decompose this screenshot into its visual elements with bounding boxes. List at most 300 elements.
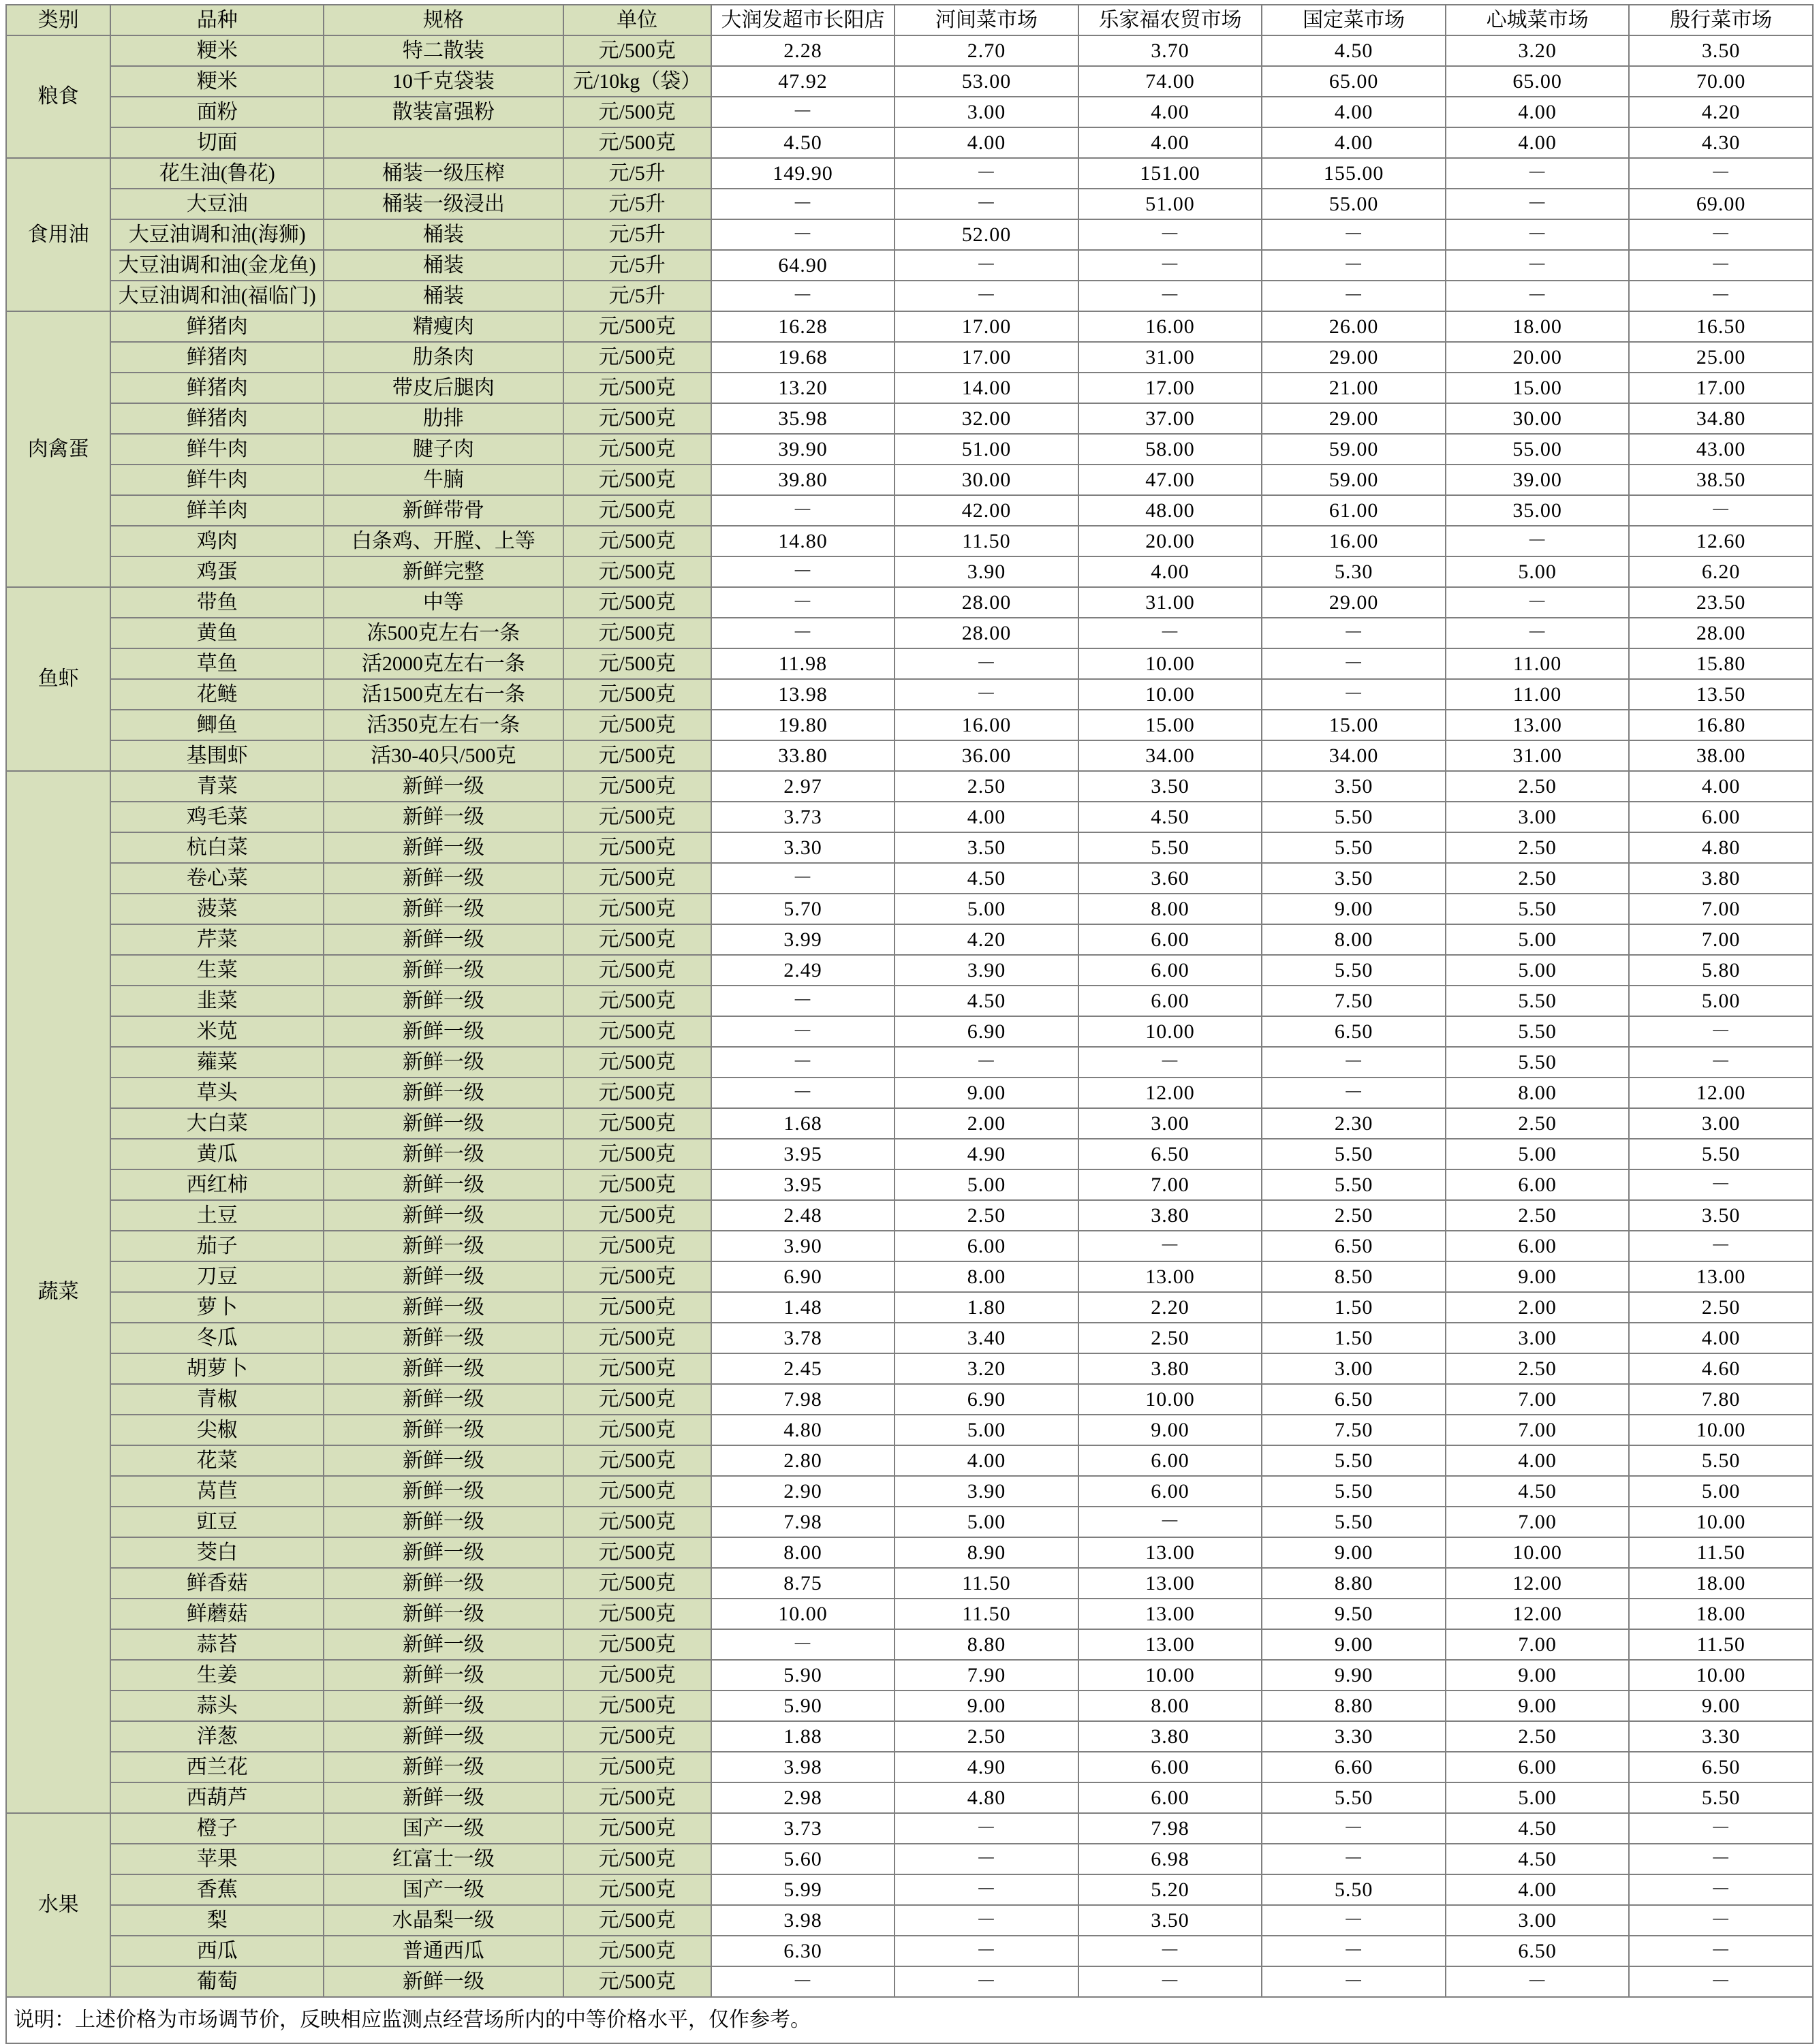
price-cell: 31.00 xyxy=(1446,740,1630,771)
spec-cell: 新鲜带骨 xyxy=(324,495,563,526)
price-cell: － xyxy=(1078,1047,1262,1078)
price-cell: 17.00 xyxy=(1078,373,1262,403)
unit-cell: 元/500克 xyxy=(563,1782,711,1813)
spec-cell: 冻500克左右一条 xyxy=(324,618,563,648)
unit-cell: 元/500克 xyxy=(563,1599,711,1629)
price-cell: － xyxy=(1629,158,1813,189)
unit-cell: 元/500克 xyxy=(563,526,711,556)
variety-cell: 大豆油 xyxy=(110,189,324,219)
variety-cell: 黄鱼 xyxy=(110,618,324,648)
price-cell: 19.68 xyxy=(711,342,895,373)
price-cell: 2.50 xyxy=(1446,1721,1630,1752)
price-cell: 59.00 xyxy=(1262,465,1446,495)
price-cell: － xyxy=(1078,1936,1262,1966)
price-cell: － xyxy=(1446,526,1630,556)
price-cell: 34.00 xyxy=(1078,740,1262,771)
table-row xyxy=(6,802,1813,832)
variety-cell: 洋葱 xyxy=(110,1721,324,1752)
price-cell: 5.30 xyxy=(1262,556,1446,587)
price-cell: 6.60 xyxy=(1262,1752,1446,1782)
price-cell: 2.50 xyxy=(1446,1108,1630,1139)
table-row xyxy=(6,373,1813,403)
table-row xyxy=(6,35,1813,66)
table-row xyxy=(6,1200,1813,1231)
price-cell: 10.00 xyxy=(1078,679,1262,710)
price-cell: 9.00 xyxy=(1446,1691,1630,1721)
variety-cell: 芹菜 xyxy=(110,924,324,955)
spec-cell: 新鲜一级 xyxy=(324,802,563,832)
unit-cell: 元/500克 xyxy=(563,771,711,802)
table-row xyxy=(6,955,1813,986)
variety-cell: 西兰花 xyxy=(110,1752,324,1782)
price-cell: 55.00 xyxy=(1446,434,1630,465)
price-cell: 5.50 xyxy=(1078,832,1262,863)
price-cell: 11.50 xyxy=(895,526,1078,556)
price-cell: 2.50 xyxy=(1446,863,1630,894)
variety-cell: 橙子 xyxy=(110,1813,324,1844)
price-cell: 5.50 xyxy=(1262,1445,1446,1476)
variety-cell: 蕹菜 xyxy=(110,1047,324,1078)
price-cell: 18.00 xyxy=(1629,1568,1813,1599)
price-cell: － xyxy=(1262,1813,1446,1844)
table-row xyxy=(6,1813,1813,1844)
price-cell: 149.90 xyxy=(711,158,895,189)
price-cell: 12.00 xyxy=(1446,1568,1630,1599)
unit-cell: 元/500克 xyxy=(563,1261,711,1292)
spec-cell: 新鲜一级 xyxy=(324,1507,563,1537)
table-row xyxy=(6,1108,1813,1139)
price-cell: 43.00 xyxy=(1629,434,1813,465)
price-cell: 9.00 xyxy=(1446,1261,1630,1292)
price-cell: 5.60 xyxy=(711,1844,895,1874)
table-row xyxy=(6,1905,1813,1936)
price-cell: － xyxy=(711,1016,895,1047)
price-cell: 4.00 xyxy=(895,802,1078,832)
price-cell: － xyxy=(711,863,895,894)
price-cell: 3.00 xyxy=(1629,1108,1813,1139)
price-cell: 13.00 xyxy=(1446,710,1630,740)
table-row xyxy=(6,342,1813,373)
table-row xyxy=(6,1139,1813,1169)
table-row xyxy=(6,1231,1813,1261)
variety-cell: 尖椒 xyxy=(110,1415,324,1445)
price-cell: 8.50 xyxy=(1262,1261,1446,1292)
spec-cell: 中等 xyxy=(324,587,563,618)
note-text: 说明：上述价格为市场调节价，反映相应监测点经营场所内的中等价格水平，仅作参考。 xyxy=(6,1997,1813,2043)
price-cell: 11.50 xyxy=(1629,1537,1813,1568)
price-cell: 3.80 xyxy=(1078,1721,1262,1752)
spec-cell: 活1500克左右一条 xyxy=(324,679,563,710)
price-cell: 7.98 xyxy=(1078,1813,1262,1844)
price-cell: － xyxy=(1629,1844,1813,1874)
price-cell: 8.00 xyxy=(711,1537,895,1568)
price-cell: 11.50 xyxy=(1629,1629,1813,1660)
table-body xyxy=(6,35,1813,1997)
price-cell: － xyxy=(1446,158,1630,189)
table-row xyxy=(6,1384,1813,1415)
spec-cell: 新鲜一级 xyxy=(324,1415,563,1445)
price-cell: － xyxy=(1262,250,1446,281)
spec-cell: 新鲜一级 xyxy=(324,1568,563,1599)
column-header-spec: 规格 xyxy=(324,5,563,35)
price-cell: 51.00 xyxy=(1078,189,1262,219)
price-cell: 7.00 xyxy=(1446,1507,1630,1537)
spec-cell: 桶装 xyxy=(324,250,563,281)
spec-cell: 活350克左右一条 xyxy=(324,710,563,740)
price-cell: 2.50 xyxy=(1078,1323,1262,1353)
unit-cell: 元/500克 xyxy=(563,1966,711,1997)
category-cell: 鱼虾 xyxy=(6,587,110,771)
price-cell: 55.00 xyxy=(1262,189,1446,219)
price-cell: 3.20 xyxy=(895,1353,1078,1384)
price-cell: 3.20 xyxy=(1446,35,1630,66)
table-row xyxy=(6,1782,1813,1813)
price-cell: 2.48 xyxy=(711,1200,895,1231)
unit-cell: 元/5升 xyxy=(563,158,711,189)
price-cell: 5.50 xyxy=(1446,1047,1630,1078)
price-cell: 2.50 xyxy=(895,1721,1078,1752)
spec-cell: 新鲜一级 xyxy=(324,1200,563,1231)
price-cell: － xyxy=(1629,1813,1813,1844)
price-cell: － xyxy=(711,618,895,648)
price-cell: － xyxy=(895,1874,1078,1905)
price-cell: － xyxy=(1629,281,1813,311)
price-cell: 1.88 xyxy=(711,1721,895,1752)
unit-cell: 元/500克 xyxy=(563,648,711,679)
note-row xyxy=(6,1997,1813,2043)
price-cell: 4.50 xyxy=(895,863,1078,894)
unit-cell: 元/500克 xyxy=(563,1691,711,1721)
price-cell: 2.50 xyxy=(1446,771,1630,802)
price-cell: 23.50 xyxy=(1629,587,1813,618)
price-cell: － xyxy=(1446,587,1630,618)
price-cell: 3.50 xyxy=(895,832,1078,863)
price-cell: 6.30 xyxy=(711,1936,895,1966)
price-cell: 28.00 xyxy=(895,618,1078,648)
price-cell: 8.00 xyxy=(1078,1691,1262,1721)
price-cell: 5.50 xyxy=(1629,1445,1813,1476)
price-cell: 6.00 xyxy=(1446,1231,1630,1261)
table-row xyxy=(6,771,1813,802)
variety-cell: 粳米 xyxy=(110,66,324,97)
table-row xyxy=(6,1844,1813,1874)
price-cell: 18.00 xyxy=(1629,1599,1813,1629)
unit-cell: 元/5升 xyxy=(563,219,711,250)
price-cell: 6.50 xyxy=(1262,1231,1446,1261)
table-row xyxy=(6,189,1813,219)
price-cell: 2.80 xyxy=(711,1445,895,1476)
price-cell: 64.90 xyxy=(711,250,895,281)
price-cell: 37.00 xyxy=(1078,403,1262,434)
table-row xyxy=(6,1476,1813,1507)
spec-cell: 新鲜一级 xyxy=(324,1078,563,1108)
spec-cell: 活2000克左右一条 xyxy=(324,648,563,679)
variety-cell: 鸡肉 xyxy=(110,526,324,556)
price-cell: 4.90 xyxy=(895,1139,1078,1169)
price-cell: 4.00 xyxy=(1629,771,1813,802)
price-cell: 6.00 xyxy=(1078,1752,1262,1782)
price-cell: 6.90 xyxy=(895,1384,1078,1415)
spec-cell: 肋条肉 xyxy=(324,342,563,373)
price-cell: － xyxy=(1078,1231,1262,1261)
price-cell: 29.00 xyxy=(1262,342,1446,373)
price-cell: 2.70 xyxy=(895,35,1078,66)
price-cell: 13.20 xyxy=(711,373,895,403)
unit-cell: 元/5升 xyxy=(563,250,711,281)
variety-cell: 鲜羊肉 xyxy=(110,495,324,526)
price-cell: 2.50 xyxy=(1446,1353,1630,1384)
price-cell: 36.00 xyxy=(895,740,1078,771)
price-cell: － xyxy=(1629,1905,1813,1936)
price-cell: 42.00 xyxy=(895,495,1078,526)
price-cell: － xyxy=(895,1813,1078,1844)
variety-cell: 卷心菜 xyxy=(110,863,324,894)
unit-cell: 元/500克 xyxy=(563,1139,711,1169)
price-cell: 59.00 xyxy=(1262,434,1446,465)
column-header-market: 河间菜市场 xyxy=(895,5,1078,35)
spec-cell: 新鲜一级 xyxy=(324,1108,563,1139)
price-cell: 3.50 xyxy=(1078,1905,1262,1936)
unit-cell: 元/500克 xyxy=(563,1384,711,1415)
table-row xyxy=(6,66,1813,97)
price-cell: 10.00 xyxy=(1078,1660,1262,1691)
price-cell: 8.75 xyxy=(711,1568,895,1599)
price-cell: 5.00 xyxy=(1446,955,1630,986)
column-header-market: 大润发超市长阳店 xyxy=(711,5,895,35)
price-cell: 35.00 xyxy=(1446,495,1630,526)
price-cell: 3.00 xyxy=(1446,802,1630,832)
variety-cell: 韭菜 xyxy=(110,986,324,1016)
price-cell: 8.00 xyxy=(1446,1078,1630,1108)
spec-cell: 新鲜一级 xyxy=(324,1047,563,1078)
spec-cell: 新鲜一级 xyxy=(324,771,563,802)
price-cell: － xyxy=(895,158,1078,189)
price-cell: 2.97 xyxy=(711,771,895,802)
price-cell: 26.00 xyxy=(1262,311,1446,342)
table-footer xyxy=(6,1997,1813,2043)
price-cell: 3.30 xyxy=(1629,1721,1813,1752)
unit-cell: 元/500克 xyxy=(563,1292,711,1323)
variety-cell: 鲜猪肉 xyxy=(110,342,324,373)
price-cell: 16.80 xyxy=(1629,710,1813,740)
unit-cell: 元/10kg（袋） xyxy=(563,66,711,97)
price-cell: 12.00 xyxy=(1629,1078,1813,1108)
price-cell: 15.00 xyxy=(1446,373,1630,403)
table-row xyxy=(6,1966,1813,1997)
price-cell: 13.00 xyxy=(1629,1261,1813,1292)
unit-cell: 元/500克 xyxy=(563,1476,711,1507)
price-cell: 5.50 xyxy=(1262,1476,1446,1507)
variety-cell: 切面 xyxy=(110,127,324,158)
unit-cell: 元/500克 xyxy=(563,1353,711,1384)
price-cell: 47.00 xyxy=(1078,465,1262,495)
unit-cell: 元/500克 xyxy=(563,434,711,465)
unit-cell: 元/500克 xyxy=(563,97,711,127)
price-cell: － xyxy=(895,1936,1078,1966)
price-cell: 65.00 xyxy=(1446,66,1630,97)
spec-cell: 新鲜一级 xyxy=(324,924,563,955)
price-cell: － xyxy=(1078,250,1262,281)
variety-cell: 莴苣 xyxy=(110,1476,324,1507)
price-cell: 4.00 xyxy=(895,1445,1078,1476)
variety-cell: 香蕉 xyxy=(110,1874,324,1905)
price-cell: 12.00 xyxy=(1078,1078,1262,1108)
price-cell: 5.50 xyxy=(1262,1139,1446,1169)
price-cell: 14.80 xyxy=(711,526,895,556)
price-cell: 4.50 xyxy=(1446,1813,1630,1844)
price-cell: 7.80 xyxy=(1629,1384,1813,1415)
price-cell: 8.80 xyxy=(895,1629,1078,1660)
unit-cell: 元/500克 xyxy=(563,495,711,526)
header-row xyxy=(6,5,1813,35)
variety-cell: 菠菜 xyxy=(110,894,324,924)
category-cell: 蔬菜 xyxy=(6,771,110,1813)
variety-cell: 青菜 xyxy=(110,771,324,802)
price-cell: 21.00 xyxy=(1262,373,1446,403)
price-cell: － xyxy=(1446,250,1630,281)
variety-cell: 杭白菜 xyxy=(110,832,324,863)
price-cell: 47.92 xyxy=(711,66,895,97)
price-cell: 7.50 xyxy=(1262,986,1446,1016)
variety-cell: 鲜猪肉 xyxy=(110,311,324,342)
price-cell: 4.50 xyxy=(1078,802,1262,832)
price-cell: 4.50 xyxy=(895,986,1078,1016)
market-price-table xyxy=(5,4,1814,2044)
price-cell: － xyxy=(711,1966,895,1997)
price-cell: 4.00 xyxy=(1262,127,1446,158)
unit-cell: 元/500克 xyxy=(563,587,711,618)
price-cell: 3.60 xyxy=(1078,863,1262,894)
table-row xyxy=(6,1078,1813,1108)
price-cell: 3.00 xyxy=(895,97,1078,127)
variety-cell: 青椒 xyxy=(110,1384,324,1415)
spec-cell: 新鲜完整 xyxy=(324,556,563,587)
price-cell: － xyxy=(895,1905,1078,1936)
price-cell: 5.00 xyxy=(1629,986,1813,1016)
price-cell: 5.50 xyxy=(1629,1782,1813,1813)
price-cell: 3.90 xyxy=(895,1476,1078,1507)
price-cell: 3.73 xyxy=(711,802,895,832)
category-cell: 肉禽蛋 xyxy=(6,311,110,587)
price-cell: 5.50 xyxy=(1262,832,1446,863)
price-cell: 4.00 xyxy=(1078,127,1262,158)
unit-cell: 元/5升 xyxy=(563,281,711,311)
price-cell: － xyxy=(711,1047,895,1078)
table-row xyxy=(6,894,1813,924)
table-row xyxy=(6,1752,1813,1782)
variety-cell: 鲜猪肉 xyxy=(110,403,324,434)
price-cell: 16.00 xyxy=(895,710,1078,740)
table-row xyxy=(6,281,1813,311)
variety-cell: 带鱼 xyxy=(110,587,324,618)
price-cell: 7.00 xyxy=(1078,1169,1262,1200)
spec-cell: 新鲜一级 xyxy=(324,1537,563,1568)
price-cell: 5.00 xyxy=(1446,556,1630,587)
price-cell: － xyxy=(711,219,895,250)
price-cell: 65.00 xyxy=(1262,66,1446,97)
price-cell: 10.00 xyxy=(1078,1016,1262,1047)
category-cell: 粮食 xyxy=(6,35,110,158)
unit-cell: 元/500克 xyxy=(563,1936,711,1966)
price-cell: 2.30 xyxy=(1262,1108,1446,1139)
unit-cell: 元/500克 xyxy=(563,35,711,66)
price-cell: － xyxy=(1262,219,1446,250)
spec-cell xyxy=(324,127,563,158)
variety-cell: 生菜 xyxy=(110,955,324,986)
price-cell: 20.00 xyxy=(1446,342,1630,373)
price-cell: － xyxy=(1446,618,1630,648)
price-cell: 2.00 xyxy=(895,1108,1078,1139)
unit-cell: 元/500克 xyxy=(563,127,711,158)
unit-cell: 元/500克 xyxy=(563,1200,711,1231)
column-header-variety: 品种 xyxy=(110,5,324,35)
unit-cell: 元/500克 xyxy=(563,342,711,373)
price-cell: 17.00 xyxy=(895,342,1078,373)
price-cell: 15.00 xyxy=(1262,710,1446,740)
price-cell: 3.50 xyxy=(1629,1200,1813,1231)
table-row xyxy=(6,1660,1813,1691)
price-cell: 30.00 xyxy=(895,465,1078,495)
price-cell: 6.90 xyxy=(711,1261,895,1292)
spec-cell: 桶装一级压榨 xyxy=(324,158,563,189)
price-cell: 34.80 xyxy=(1629,403,1813,434)
price-cell: － xyxy=(1262,1078,1446,1108)
price-cell: 5.20 xyxy=(1078,1874,1262,1905)
price-cell: 4.50 xyxy=(711,127,895,158)
spec-cell: 新鲜一级 xyxy=(324,1169,563,1200)
unit-cell: 元/500克 xyxy=(563,1047,711,1078)
price-cell: － xyxy=(1262,1966,1446,1997)
variety-cell: 米苋 xyxy=(110,1016,324,1047)
variety-cell: 鲫鱼 xyxy=(110,710,324,740)
table-row xyxy=(6,679,1813,710)
unit-cell: 元/500克 xyxy=(563,1844,711,1874)
price-cell: － xyxy=(1629,1169,1813,1200)
variety-cell: 黄瓜 xyxy=(110,1139,324,1169)
spec-cell: 新鲜一级 xyxy=(324,1752,563,1782)
price-cell: 6.50 xyxy=(1629,1752,1813,1782)
price-cell: 6.50 xyxy=(1262,1384,1446,1415)
variety-cell: 鸡蛋 xyxy=(110,556,324,587)
table-row xyxy=(6,986,1813,1016)
table-row xyxy=(6,1415,1813,1445)
price-cell: 19.80 xyxy=(711,710,895,740)
price-cell: 39.90 xyxy=(711,434,895,465)
table-row xyxy=(6,924,1813,955)
price-cell: 6.50 xyxy=(1078,1139,1262,1169)
price-cell: 53.00 xyxy=(895,66,1078,97)
table-row xyxy=(6,1047,1813,1078)
price-cell: 8.80 xyxy=(1262,1691,1446,1721)
price-cell: － xyxy=(895,648,1078,679)
price-cell: 4.90 xyxy=(895,1752,1078,1782)
price-cell: 10.00 xyxy=(1629,1660,1813,1691)
unit-cell: 元/500克 xyxy=(563,1752,711,1782)
spec-cell: 桶装 xyxy=(324,219,563,250)
price-cell: 18.00 xyxy=(1446,311,1630,342)
price-cell: 33.80 xyxy=(711,740,895,771)
spec-cell: 新鲜一级 xyxy=(324,1292,563,1323)
variety-cell: 鲜香菇 xyxy=(110,1568,324,1599)
price-cell: － xyxy=(1446,219,1630,250)
table-row xyxy=(6,832,1813,863)
variety-cell: 大白菜 xyxy=(110,1108,324,1139)
price-cell: 2.00 xyxy=(1446,1292,1630,1323)
price-cell: 3.80 xyxy=(1078,1200,1262,1231)
table-row xyxy=(6,434,1813,465)
price-cell: 9.00 xyxy=(1262,1629,1446,1660)
price-cell: 35.98 xyxy=(711,403,895,434)
